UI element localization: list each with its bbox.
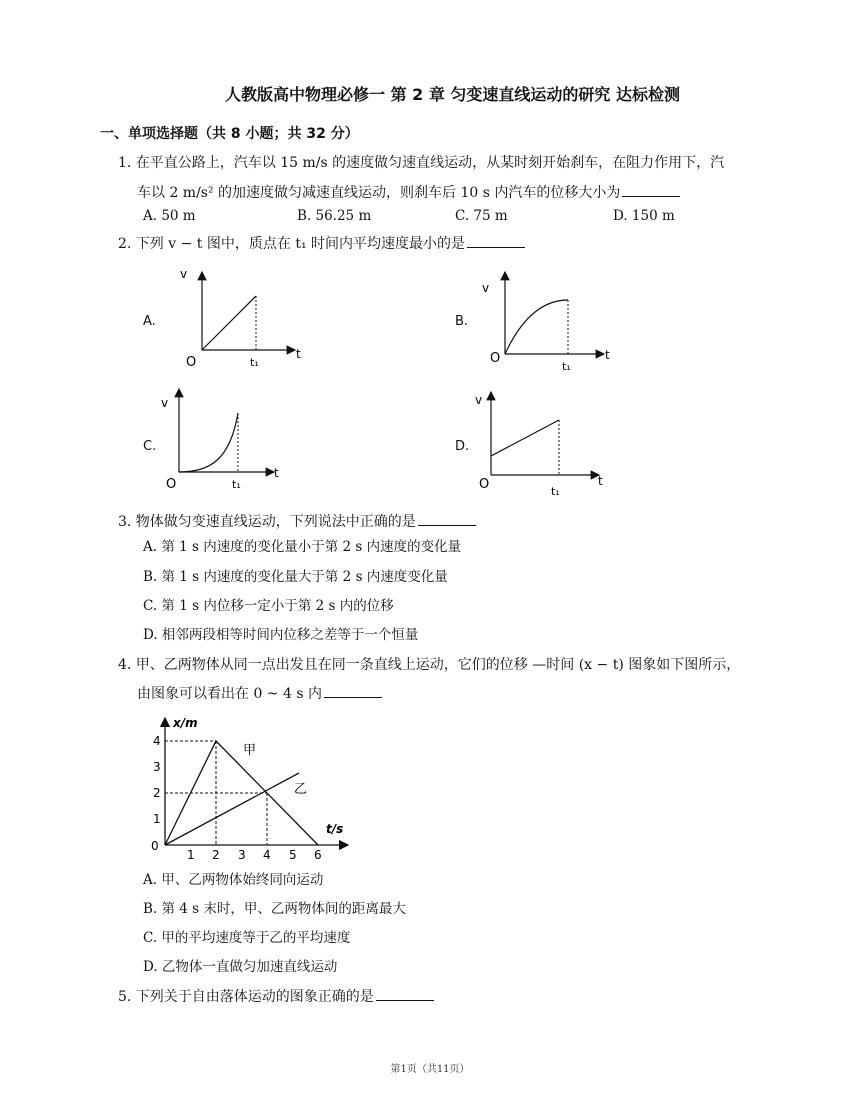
y-tick-3: 3 (153, 760, 161, 774)
q2-graph-c-label: C. (143, 439, 157, 454)
y-tick-0: 0 (151, 839, 159, 853)
q1-option-c: C. 75 m (455, 208, 508, 224)
origin-label: O (186, 355, 197, 370)
q3-option-d: D. 相邻两段相等时间内位移之差等于一个恒量 (143, 627, 419, 643)
t-label: t (274, 466, 279, 480)
q2-graph-d-label: D. (455, 439, 470, 454)
v-label: v (161, 396, 169, 410)
v-label: v (180, 267, 188, 281)
y-tick-2: 2 (153, 786, 161, 800)
t-label: t (605, 348, 610, 362)
q1-option-b: B. 56.25 m (297, 208, 372, 224)
q2-graph-a-label: A. (143, 314, 156, 329)
q1-option-d: D. 150 m (613, 208, 675, 224)
q4-option-a: A. 甲、乙两物体始终同向运动 (143, 872, 324, 888)
series-jia-label: 甲 (243, 743, 257, 758)
velocity-line (491, 420, 559, 456)
q4-option-b: B. 第 4 s 末时，甲、乙两物体间的距离最大 (143, 901, 406, 917)
y-axis-label: x/m (173, 716, 198, 730)
t1-label: t₁ (551, 485, 560, 498)
page-title: 人教版高中物理必修一 第 2 章 匀变速直线运动的研究 达标检测 (225, 85, 680, 104)
q5-stem-text: 5. 下列关于自由落体运动的图象正确的是 (118, 989, 374, 1005)
t1-label: t₁ (250, 356, 259, 369)
answer-blank (376, 986, 434, 1001)
t-label: t (598, 474, 603, 488)
q3-option-b: B. 第 1 s 内速度的变化量大于第 2 s 内速度变化量 (143, 569, 448, 585)
origin-label: O (479, 477, 490, 492)
q1-option-a: A. 50 m (143, 208, 196, 224)
q2-graph-d (474, 388, 619, 498)
q2-graph-a (170, 262, 320, 372)
v-label: v (482, 281, 490, 295)
q1-stem-line1: 1. 在平直公路上，汽车以 15 m/s 的速度做匀速直线运动，从某时刻开始刹车，在阻力作用下，汽 (118, 155, 725, 171)
x-tick-6: 6 (314, 848, 322, 862)
q4-stem-line1: 4. 甲、乙两物体从同一点出发且在同一条直线上运动，它们的位移 —时间 (x − t) 图象如下图所示， (118, 657, 741, 673)
q2-stem (118, 233, 525, 254)
page-footer: 第1页（共11页） (390, 1064, 470, 1075)
q5-stem (118, 986, 434, 1007)
q2-graph-b (478, 262, 618, 377)
q4-stem-text: 由图象可以看出在 0 ~ 4 s 内 (137, 686, 322, 702)
q3-stem (118, 511, 476, 532)
t1-label: t₁ (232, 478, 241, 491)
answer-blank (467, 233, 525, 248)
y-tick-1: 1 (153, 812, 161, 826)
series-yi-line (165, 773, 299, 845)
x-tick-3: 3 (238, 848, 246, 862)
q1-stem-text: 车以 2 m/s² 的加速度做匀减速直线运动，则刹车后 10 s 内汽车的位移大小为 (137, 185, 621, 201)
series-yi-label: 乙 (294, 782, 308, 797)
x-tick-2: 2 (212, 848, 220, 862)
q3-option-a: A. 第 1 s 内速度的变化量小于第 2 s 内速度的变化量 (143, 539, 462, 555)
velocity-curve (179, 413, 238, 472)
q3-option-c: C. 第 1 s 内位移一定小于第 2 s 内的位移 (143, 598, 394, 614)
x-tick-4: 4 (263, 848, 271, 862)
v-label: v (475, 393, 483, 407)
q4-xt-graph (143, 712, 358, 862)
q4-stem-line2 (137, 683, 382, 704)
q1-stem-line2 (137, 182, 680, 203)
x-axis-label: t/s (326, 822, 344, 836)
t-label: t (296, 347, 301, 361)
origin-label: O (166, 477, 177, 492)
x-tick-5: 5 (289, 848, 297, 862)
answer-blank (622, 182, 680, 197)
velocity-curve (505, 300, 568, 354)
answer-blank (324, 683, 382, 698)
velocity-line (202, 296, 256, 350)
section-heading: 一、单项选择题（共 8 小题；共 32 分） (100, 126, 359, 142)
t1-label: t₁ (562, 360, 571, 373)
q2-stem-text: 2. 下列 v − t 图中，质点在 t₁ 时间内平均速度最小的是 (118, 236, 466, 252)
x-tick-1: 1 (187, 848, 195, 862)
q2-graph-b-label: B. (455, 314, 469, 329)
answer-blank (418, 511, 476, 526)
q4-option-c: C. 甲的平均速度等于乙的平均速度 (143, 930, 351, 946)
q3-stem-text: 3. 物体做匀变速直线运动，下列说法中正确的是 (118, 514, 416, 530)
y-tick-4: 4 (153, 734, 161, 748)
q4-option-d: D. 乙物体一直做匀加速直线运动 (143, 959, 338, 975)
q2-graph-c (158, 385, 288, 493)
origin-label: O (490, 351, 501, 366)
